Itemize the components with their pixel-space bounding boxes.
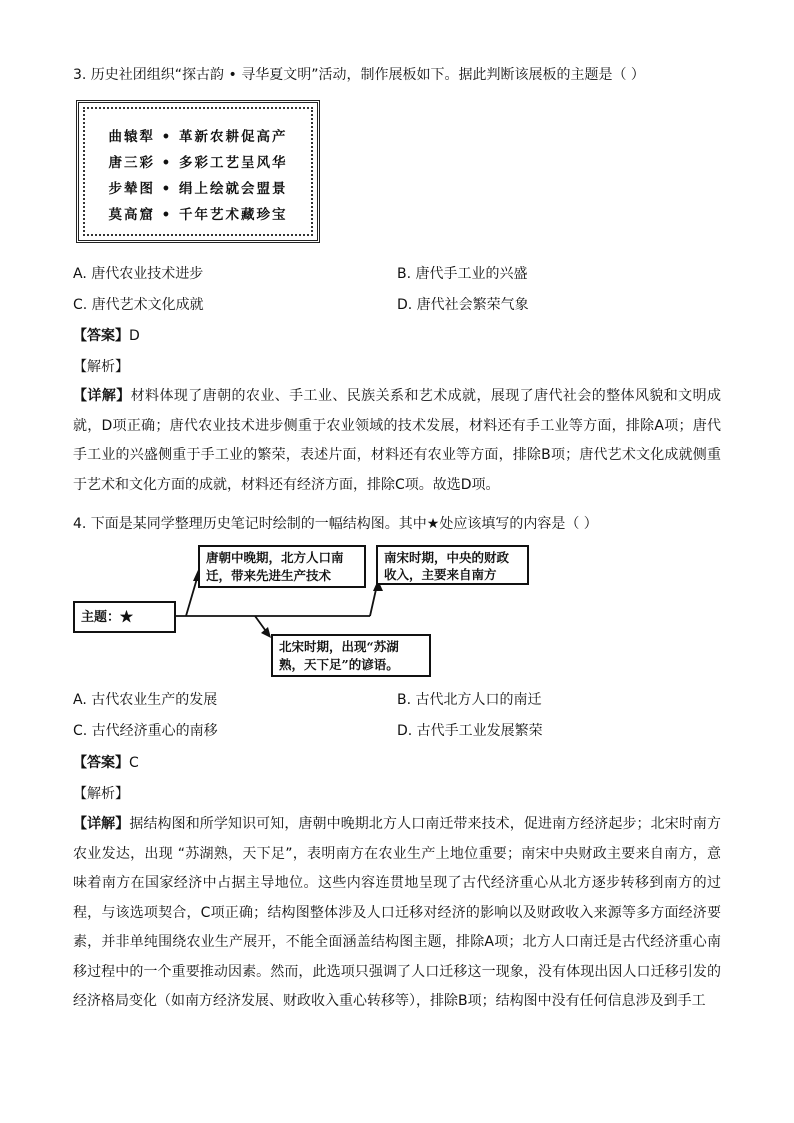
diagram-box-tang: 唐朝中晚期，北方人口南迁，带来先进生产技术 [198, 545, 366, 588]
answer-value: D [129, 328, 140, 344]
detail-tag: 【详解】 [73, 816, 130, 832]
q3-option-c: C. 唐代艺术文化成就 [73, 297, 204, 313]
q3-option-d: D. 唐代社会繁荣气象 [397, 297, 529, 313]
board-line-4: 莫高窟 • 千年艺术藏珍宝 [108, 207, 288, 223]
answer-tag: 【答案】 [73, 328, 129, 344]
diagram-box-south-song: 南宋时期，中央的财政收入，主要来自南方 [376, 545, 529, 585]
q3-option-b: B. 唐代手工业的兴盛 [397, 266, 528, 282]
detail-text: 材料体现了唐朝的农业、手工业、民族关系和艺术成就，展现了唐代社会的整体风貌和文明成就，D项正确；唐代农业技术进步侧重于农业领域的技术发展，材料还有手工业等方面，排除A项；唐代手工业的兴盛侧重于手工业的繁荣，表述片面，材料还有农业等方面，排除B项；唐代艺术文化成就侧重于艺术和文化方面的成就，材料还有经济方面，排除C项。故选D项。 [73, 388, 722, 493]
q3-analysis-tag: 【解析】 [73, 359, 129, 375]
detail-text: 据结构图和所学知识可知，唐朝中晚期北方人口南迁带来技术，促进南方经济起步；北宋时南方农业发达，出现 “苏湖熟，天下足”，表明南方在农业生产上地位重要；南宋中央财政主要来自南方，意味着南方在国家经济中占据主导地位。这些内容连贯地呈现了古代经济重心从北方逐步转移到南方的过程，与该选项契合，C项正确；结构图整体涉及人口迁移对经济的影响以及财政收入来源等多方面经济要素，并非单纯围绕农业生产展开，不能全面涵盖结构图主题，排除A项；北方人口南迁是古代经济重心南移过程中的一个重要推动因素。然而，此选项只强调了人口迁移这一现象，没有体现出因人口迁移引发的经济格局变化（如南方经济发展、财政收入重心转移等），排除B项；结构图中没有任何信息涉及到手工 [73, 816, 722, 1009]
detail-tag: 【详解】 [73, 388, 131, 404]
board-line-1: 曲辕犁 • 革新农耕促高产 [108, 129, 288, 145]
q4-analysis-tag: 【解析】 [73, 786, 129, 802]
q4-detail [73, 810, 721, 1017]
q4-stem: 4. 下面是某同学整理历史笔记时绘制的一幅结构图。其中★处应该填写的内容是（ ） [73, 516, 598, 532]
diagram-theme-box: 主题：★ [73, 601, 176, 633]
q4-option-b: B. 古代北方人口的南迁 [397, 692, 542, 708]
q3-option-a: A. 唐代农业技术进步 [73, 266, 204, 282]
q3-stem: 3. 历史社团组织“探古韵 • 寻华夏文明”活动，制作展板如下。据此判断该展板的主题是（ ） [73, 67, 645, 83]
answer-value: C [129, 755, 139, 771]
q4-answer-line [73, 753, 139, 773]
q4-option-a: A. 古代农业生产的发展 [73, 692, 218, 708]
board-line-3: 步辇图 • 绢上绘就会盟景 [108, 181, 288, 197]
board-line-2: 唐三彩 • 多彩工艺呈风华 [108, 155, 288, 171]
answer-tag: 【答案】 [73, 755, 129, 771]
diagram-box-north-song: 北宋时期，出现“苏湖熟，天下足”的谚语。 [271, 634, 431, 677]
q4-option-d: D. 古代手工业发展繁荣 [397, 723, 543, 739]
q4-option-c: C. 古代经济重心的南移 [73, 723, 218, 739]
